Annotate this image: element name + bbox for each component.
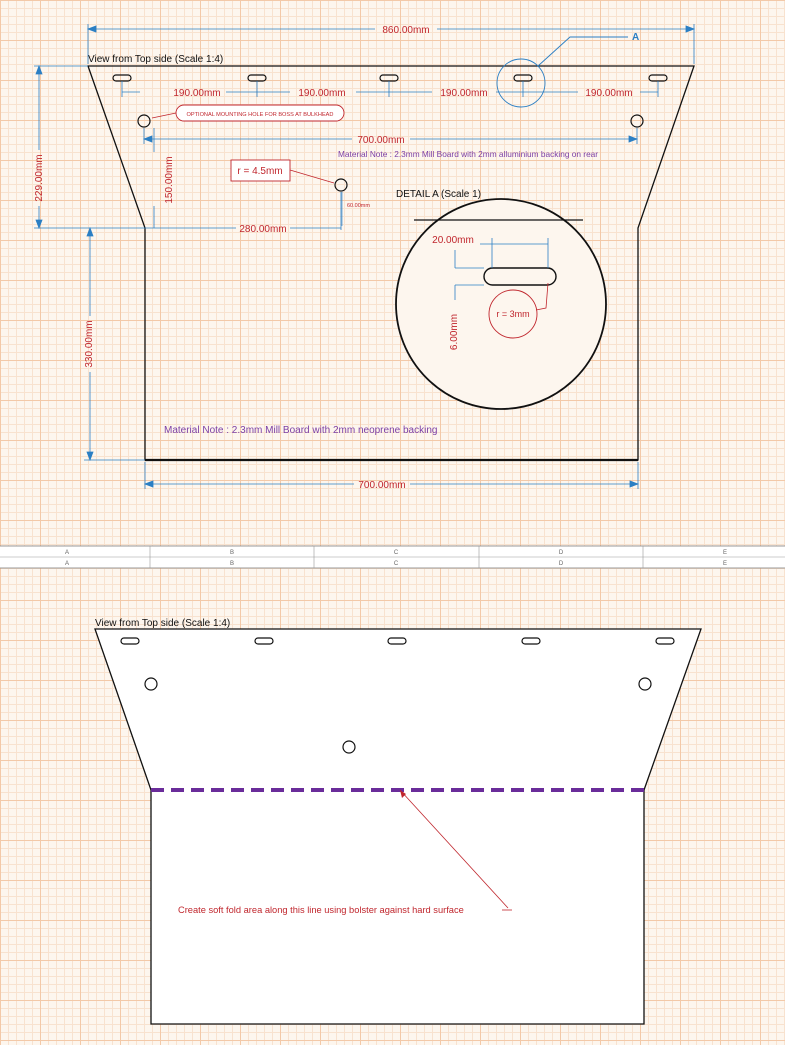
title-block-column: E bbox=[722, 550, 728, 556]
detail-a-marker-label: A bbox=[632, 32, 640, 43]
dim-slot-spacing-label: 190.00mm bbox=[440, 88, 488, 99]
part-outline-top bbox=[88, 66, 694, 460]
part-outline-bottom bbox=[95, 629, 701, 1024]
optional-hole-note: OPTIONAL MOUNTING HOLE FOR BOSS AT BULKHEAD bbox=[186, 112, 334, 118]
mounting-hole bbox=[631, 115, 643, 127]
dim-hole-offset-v-label: 150.00mm bbox=[164, 156, 175, 204]
detail-a-title: DETAIL A (Scale 1) bbox=[396, 189, 482, 200]
dim-panel-height-label: 330.00mm bbox=[84, 320, 95, 368]
fold-note: Create soft fold area along this line using bolster against hard surface bbox=[178, 905, 464, 915]
dim-bottom-width-label: 700.00mm bbox=[358, 480, 406, 491]
title-block-band bbox=[0, 546, 785, 568]
dim-slot-spacing-label: 190.00mm bbox=[298, 88, 346, 99]
title-block-column: B bbox=[229, 561, 235, 567]
dim-slot-width-label: 6.00mm bbox=[449, 313, 460, 351]
detail-a-boundary bbox=[396, 199, 606, 409]
mounting-slot bbox=[380, 75, 398, 81]
title-block-column: A bbox=[64, 550, 70, 556]
title-block-column: B bbox=[229, 550, 235, 556]
title-block-column: D bbox=[558, 561, 564, 567]
dim-flange-height bbox=[34, 66, 145, 228]
detail-a-view bbox=[396, 189, 606, 409]
dim-slot-spacing-label: 190.00mm bbox=[585, 88, 633, 99]
mounting-slot bbox=[248, 75, 266, 81]
mounting-slot bbox=[113, 75, 131, 81]
mounting-hole bbox=[138, 115, 150, 127]
detail-a-leader bbox=[538, 37, 628, 66]
dim-slot-length-label: 20.00mm bbox=[432, 235, 474, 246]
dim-hole-offset-small-label: 60.00mm bbox=[347, 203, 370, 209]
dim-flange-height-label: 229.00mm bbox=[34, 154, 45, 202]
dim-hole-spacing-label: 700.00mm bbox=[357, 135, 405, 146]
slot-radius-label: r = 3mm bbox=[496, 309, 530, 319]
bottom-sheet bbox=[95, 618, 701, 1024]
radius-leader bbox=[290, 170, 334, 183]
optional-center-hole bbox=[335, 179, 347, 191]
dim-overall-width-label: 860.00mm bbox=[382, 25, 430, 36]
material-note-bottom: Material Note : 2.3mm Mill Board with 2mm neoprene backing bbox=[164, 425, 438, 436]
radius-note: r = 4.5mm bbox=[237, 166, 283, 177]
mounting-slots bbox=[113, 75, 667, 81]
title-block-column: C bbox=[393, 550, 399, 556]
dim-hole-offset-h-label: 280.00mm bbox=[239, 224, 287, 235]
mounting-slot bbox=[514, 75, 532, 81]
top-sheet bbox=[34, 24, 694, 491]
title-block-column: A bbox=[64, 561, 70, 567]
dim-slot-spacing-label: 190.00mm bbox=[173, 88, 221, 99]
view-label-top: View from Top side (Scale 1:4) bbox=[88, 54, 224, 65]
material-note-top: Material Note : 2.3mm Mill Board with 2mm alluminium backing on rear bbox=[338, 149, 599, 159]
mounting-slot bbox=[649, 75, 667, 81]
view-label-bottom: View from Top side (Scale 1:4) bbox=[95, 618, 231, 629]
title-block-column: E bbox=[722, 561, 728, 567]
title-block-column: D bbox=[558, 550, 564, 556]
optional-hole-leader bbox=[152, 113, 176, 118]
title-block-column: C bbox=[393, 561, 399, 567]
